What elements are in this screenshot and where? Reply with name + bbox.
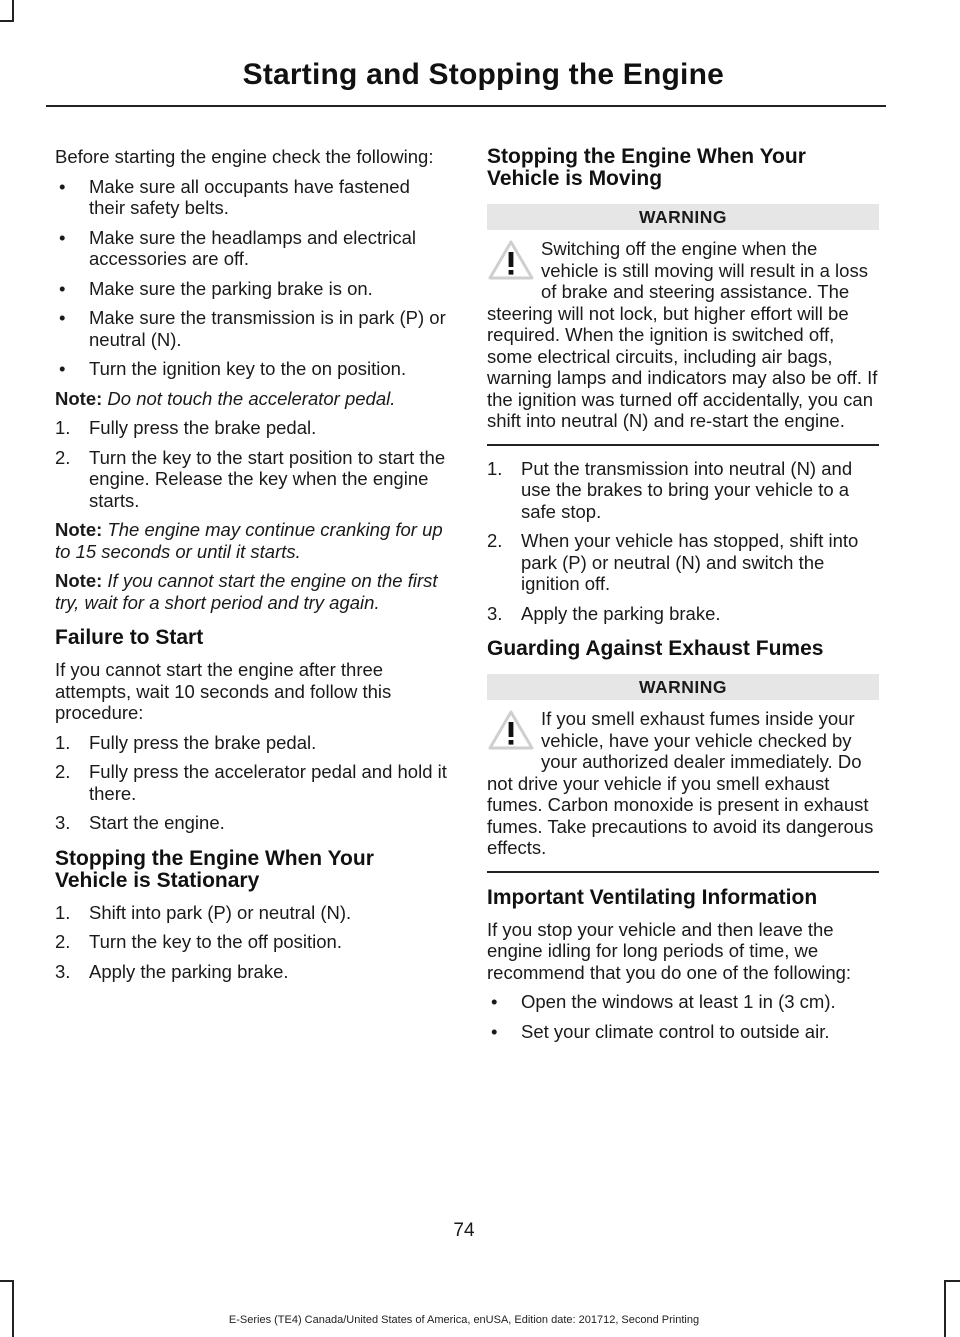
ventilation-list <box>487 991 879 1042</box>
ventilation-heading: Important Ventilating Information <box>487 885 818 909</box>
bullet-icon: • <box>491 991 498 1012</box>
page-title: Starting and Stopping the Engine <box>242 58 724 91</box>
moving-heading: Stopping the Engine When Your Vehicle is Moving <box>487 145 806 190</box>
list-item: 1. Fully press the brake pedal. <box>55 731 317 753</box>
crop-mark <box>12 1280 14 1337</box>
warning-triangle-icon <box>487 238 535 282</box>
list-item: 1. Shift into park (P) or neutral (N). <box>55 901 352 923</box>
list-item: • Make sure the headlamps and electrical accessories are off. <box>59 226 417 269</box>
crop-mark <box>944 1280 946 1337</box>
bullet-icon: • <box>59 226 66 248</box>
warning-text: Switching off the engine when the vehicle is still moving will result in a loss of brake and steering assistance. The steering will not lock, but higher effort will be required. When the ignition is switched off, some electrical circuits, including air bags, warning lamps and indicators may also be off. If the ignition was turned off accidentally, you can shift into neutral (N) and re-start the engine. <box>487 238 878 431</box>
start-steps <box>55 417 447 511</box>
list-item: 2. Fully press the accelerator pedal and hold it there. <box>55 761 447 804</box>
warning-triangle-icon <box>487 708 535 752</box>
crop-mark <box>0 20 14 22</box>
list-item: 3. Start the engine. <box>55 812 225 833</box>
warning-label: WARNING <box>487 674 879 700</box>
crop-mark <box>944 1280 960 1282</box>
list-item: 3. Apply the parking brake. <box>55 960 289 982</box>
failure-steps <box>55 732 447 834</box>
list-item: 2. When your vehicle has stopped, shift into park (P) or neutral (N) and switch the ignition off. <box>487 530 859 594</box>
note-text: The engine may continue cranking for up to 15 seconds or until it starts. <box>55 519 443 562</box>
note <box>55 388 447 410</box>
warning-text: If you smell exhaust fumes inside your vehicle, have your vehicle checked by your authorized dealer immediately. Do not drive your vehicle if you smell exhaust fumes. Carbon monoxide is present in exhaust fumes. Take precautions to avoid its dangerous effects. <box>487 708 874 858</box>
note <box>55 570 447 613</box>
list-item: 1. Fully press the brake pedal. <box>55 417 317 438</box>
list-item: 2. Turn the key to the start position to start the engine. Release the key when the engine starts. <box>55 446 446 511</box>
left-column <box>55 146 447 990</box>
edition-footer: E-Series (TE4) Canada/United States of America, enUSA, Edition date: 201712, Second Printing <box>228 1314 700 1326</box>
bullet-icon: • <box>59 277 66 299</box>
exhaust-heading: Guarding Against Exhaust Fumes <box>487 637 824 660</box>
failure-intro: If you cannot start the engine after three attempts, wait 10 seconds and follow this procedure: <box>55 659 392 723</box>
ventilation-intro: If you stop your vehicle and then leave the engine idling for long periods of time, we recommend that you do one of the following: <box>487 918 852 983</box>
note-text: If you cannot start the engine on the first try, wait for a short period and try again. <box>55 570 438 613</box>
failure-to-start-heading: Failure to Start <box>55 626 204 649</box>
list-item: • Make sure all occupants have fastened their safety belts. <box>59 175 410 218</box>
bullet-icon: • <box>59 307 66 328</box>
stationary-heading: Stopping the Engine When Your Vehicle is Stationary <box>55 846 374 892</box>
note-label: Note: <box>55 519 103 540</box>
note-label: Note: <box>55 570 103 591</box>
list-item: • Make sure the parking brake is on. <box>59 277 373 299</box>
intro-text: Before starting the engine check the following: <box>55 146 434 167</box>
note-text: Do not touch the accelerator pedal. <box>107 387 396 409</box>
page-number: 74 <box>453 1220 475 1241</box>
title-rule <box>46 105 886 107</box>
bullet-icon: • <box>59 358 66 379</box>
note-label: Note: <box>55 387 103 409</box>
moving-steps <box>487 458 879 625</box>
stationary-steps <box>55 902 447 983</box>
warning-box <box>487 204 879 446</box>
crop-mark <box>12 0 14 22</box>
crop-mark <box>0 1280 14 1282</box>
bullet-icon: • <box>59 175 66 197</box>
list-item: • Turn the ignition key to the on position. <box>59 358 407 379</box>
list-item: • Open the windows at least 1 in (3 cm). <box>491 991 836 1012</box>
list-item: • Set your climate control to outside air. <box>491 1020 830 1042</box>
list-item: • Make sure the transmission is in park (P) or neutral (N). <box>59 307 446 350</box>
note <box>55 519 447 562</box>
list-item: 2. Turn the key to the off position. <box>55 931 342 952</box>
warning-box <box>487 674 879 873</box>
warning-label: WARNING <box>487 204 879 230</box>
pre-start-checklist <box>55 176 447 380</box>
bullet-icon: • <box>491 1020 498 1042</box>
right-column <box>487 146 879 1050</box>
list-item: 1. Put the transmission into neutral (N) and use the brakes to bring your vehicle to a safe stop. <box>487 457 853 522</box>
list-item: 3. Apply the parking brake. <box>487 602 721 624</box>
